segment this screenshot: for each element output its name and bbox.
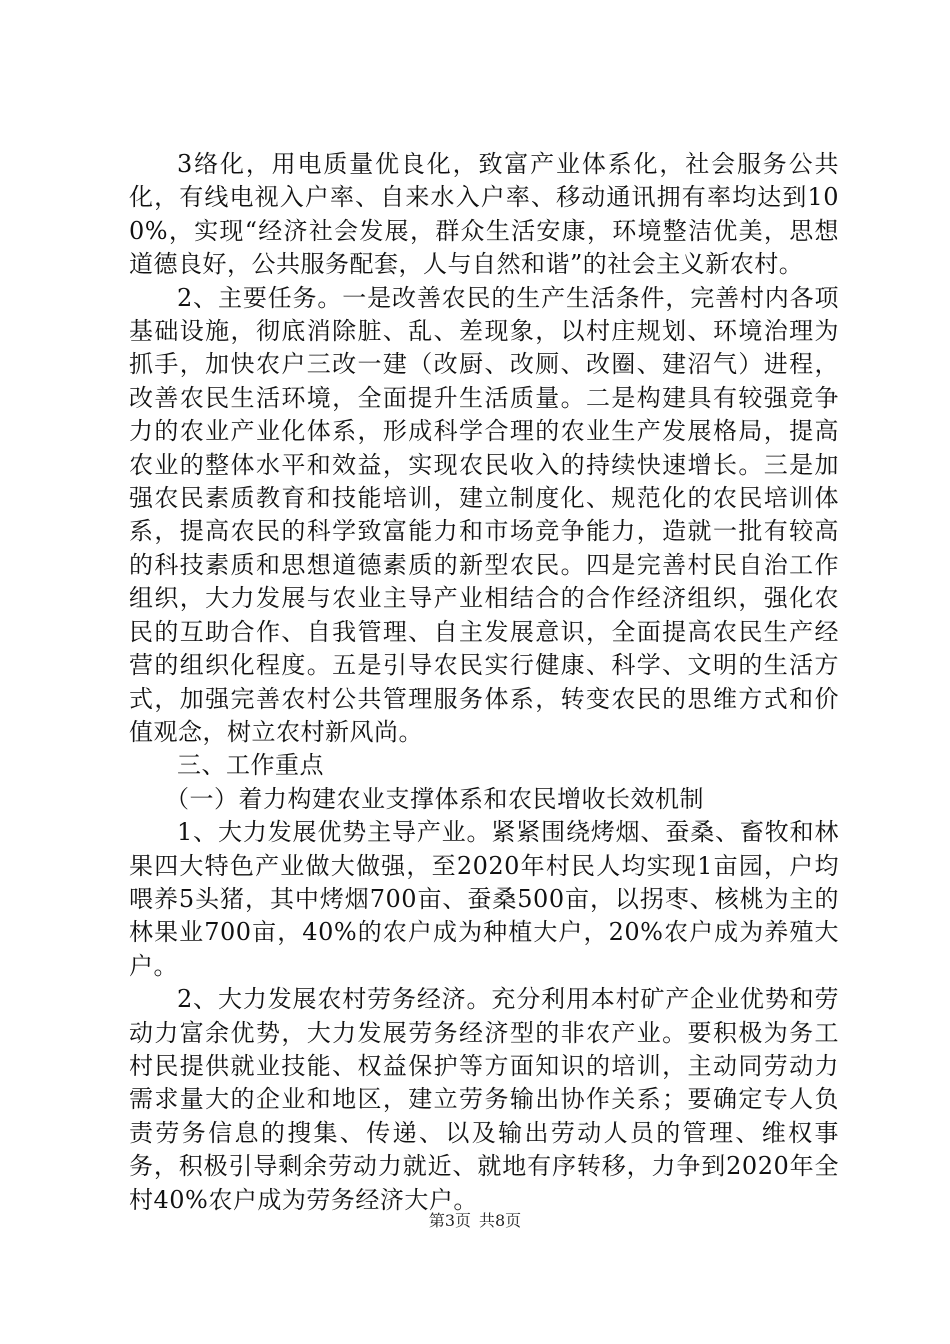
paragraph-continuation: 3络化，用电质量优良化，致富产业体系化，社会服务公共化，有线电视入户率、自来水入户率、移动通讯拥有率均达到100%，实现“经济社会发展，群众生活安康，环境整洁优美，思想道德良好，公共服务配套，人与自然和谐”的社会主义新农村。 bbox=[129, 150, 839, 279]
document-body bbox=[129, 148, 839, 1217]
subsection-heading-support-system: （一）着力构建农业支撑体系和农民增收长效机制 bbox=[165, 784, 704, 813]
paragraph-labor-economy: 2、大力发展农村劳务经济。充分利用本村矿产企业优势和劳动力富余优势，大力发展劳务经济型的非农产业。要积极为务工村民提供就业技能、权益保护等方面知识的培训，主动同劳动力需求量大的企业和地区，建立劳务输出协作关系；要确定专人负责劳务信息的搜集、传递、以及输出劳动人员的管理、维权事务，积极引导剩余劳动力就近、就地有序转移，力争到2020年全村40%农户成为劳务经济大户。 bbox=[129, 985, 839, 1214]
paragraph-leading-industry: 1、大力发展优势主导产业。紧紧围绕烤烟、蚕桑、畜牧和林果四大特色产业做大做强，至2020年村民人均实现1亩园，户均喂养5头猪，其中烤烟700亩、蚕桑500亩，以拐枣、核桃为主的林果业700亩，40%的农户成为种植大户，20%农户成为养殖大户。 bbox=[129, 818, 839, 980]
section-heading-work-focus: 三、工作重点 bbox=[177, 751, 324, 780]
paragraph-main-tasks: 2、主要任务。一是改善农民的生产生活条件，完善村内各项基础设施，彻底消除脏、乱、差现象，以村庄规划、环境治理为抓手，加快农户三改一建（改厨、改厕、改圈、建沼气）进程，改善农民生活环境，全面提升生活质量。二是构建具有较强竞争力的农业产业化体系，形成科学合理的农业生产发展格局，提高农业的整体水平和效益，实现农民收入的持续快速增长。三是加强农民素质教育和技能培训，建立制度化、规范化的农民培训体系，提高农民的科学致富能力和市场竞争能力，造就一批有较高的科技素质和思想道德素质的新型农民。四是完善村民自治工作组织，大力发展与农业主导产业相结合的合作经济组织，强化农民的互助合作、自我管理、自主发展意识，全面提高农民生产经营的组织化程度。五是引导农民实行健康、科学、文明的生活方式，加强完善农村公共管理服务体系，转变农民的思维方式和价值观念，树立农村新风尚。 bbox=[129, 283, 839, 746]
page-number: 第3页 bbox=[428, 1211, 471, 1230]
page-total: 共8页 bbox=[479, 1211, 522, 1230]
page-footer bbox=[0, 1208, 950, 1231]
